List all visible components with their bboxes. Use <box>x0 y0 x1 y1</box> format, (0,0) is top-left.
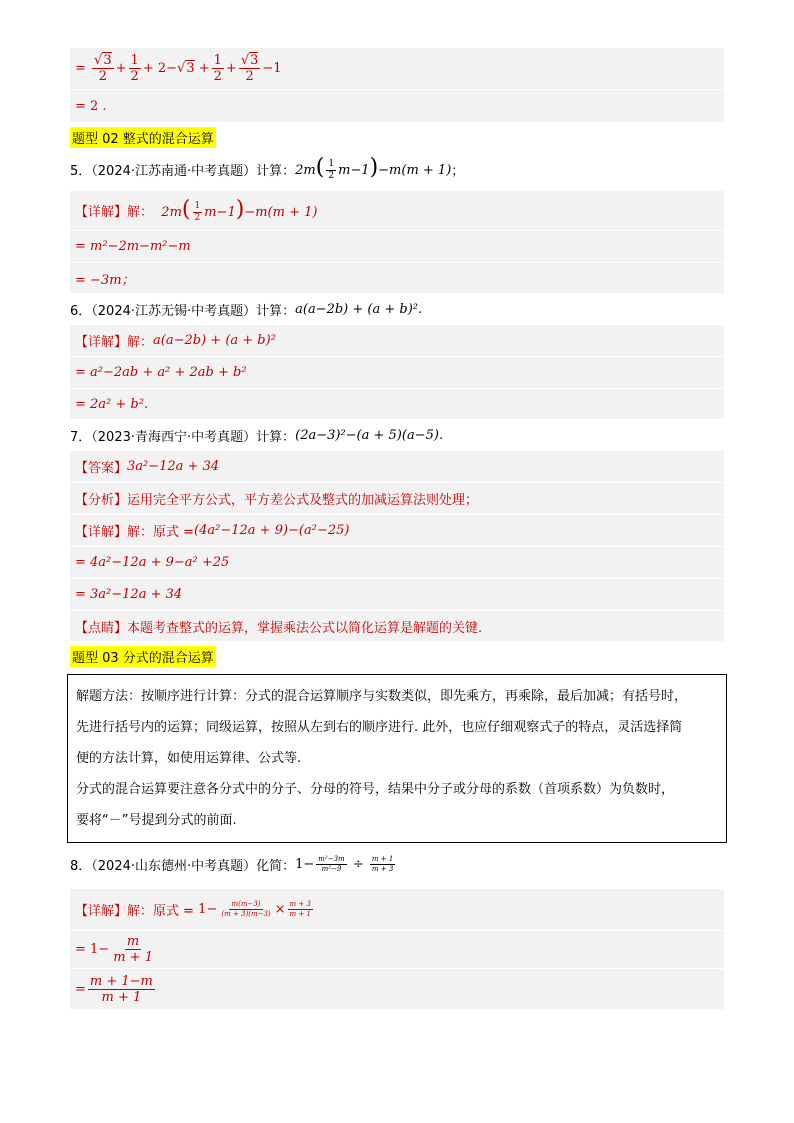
q8-stem-row <box>70 843 724 885</box>
q7-detail-expression: (4a²−12a + 9)−(a²−25) <box>194 523 350 538</box>
q5-stem-row: 5．（2024·江苏南通·中考真题）计算： 2m( $\frac{1}{2}$ m−1)−m(m + 1) ； <box>70 155 465 181</box>
q7-answer-line <box>70 451 724 483</box>
method-p1-line-2: 先进行括号内的运算；同级运算，按照从左到右的顺序进行. 此外，也应仔细观察式子的特点，灵活选择简 <box>76 720 683 735</box>
q7-step-1: = 4a²−12a + 9−a² +25 <box>70 547 724 579</box>
q5-expression: 2m( $\frac{1}{2}$ m−1)−m(m + 1) <box>295 155 452 181</box>
q6-detail-prefix: 解： <box>127 335 154 350</box>
q6-stem: 6．（2024·江苏无锡·中考真题）计算： <box>70 303 296 319</box>
q6-detail-expression: a(a−2b) + (a + b)² <box>153 333 276 348</box>
q7-comment: 本题考查整式的运算，掌握乘法公式以简化运算是解题的关键. <box>127 620 483 636</box>
q8-detail-line <box>70 889 724 931</box>
q6-detail-label: 【详解】 <box>75 335 128 350</box>
page <box>70 48 724 1009</box>
q7-analysis: 运用完全平方公式，平方差公式及整式的加减运算法则处理； <box>127 493 479 508</box>
q5-stem: 5．（2024·江苏南通·中考真题）计算： <box>70 163 296 179</box>
section-03-heading: 题型 03 分式的混合运算 <box>70 646 216 667</box>
q5-solution-block <box>70 191 724 293</box>
q7-analysis-line <box>70 483 724 515</box>
section-02-heading: 题型 02 整式的混合运算 <box>70 127 216 148</box>
q8-step-1: = 1− $\frac{m}{m + 1}$ <box>70 931 724 969</box>
q7-detail-label: 【详解】 <box>75 525 128 540</box>
method-p1-line-1: 解题方法：按顺序进行计算：分式的混合运算顺序与实数类似，即先乘方，再乘除，最后加减；有括号时， <box>76 689 688 704</box>
q5-step-2: = −3m； <box>75 272 135 288</box>
q7-stem-row <box>70 419 724 451</box>
q7-expression: (2a−3)²−(a + 5)(a−5). <box>295 427 444 443</box>
q8-detail-label: 【详解】 <box>75 904 128 919</box>
q7-comment-label: 【点睛】 <box>75 620 128 636</box>
q8-stem: 8．（2024·山东德州·中考真题）化简： <box>70 858 296 874</box>
section-03-heading-row <box>70 646 724 668</box>
q6-step-2: = 2a² + b². <box>75 396 149 412</box>
q7-analysis-label: 【分析】 <box>75 493 128 508</box>
method-p2-line-2: 要将“－”号提到分式的前面. <box>76 813 237 828</box>
method-box <box>67 674 727 843</box>
continuation-block <box>70 48 724 122</box>
q5-detail-expression: 2m( $\frac{1}{2}$ m−1)−m(m + 1) <box>161 196 318 223</box>
q8-step-2: = $\frac{m + 1-m}{m + 1}$ <box>75 973 153 1005</box>
q5-step-1: = m²−2m−m²−m <box>70 231 724 263</box>
q7-detail-line <box>70 515 724 547</box>
q6-solution-block <box>70 325 724 419</box>
q5-detail-label: 【详解】 <box>75 205 128 220</box>
q7-detail-prefix: 解：原式 = <box>127 525 195 540</box>
q5-detail-line <box>70 191 724 231</box>
method-p1-line-3: 便的方法计算，如使用运算律、公式等. <box>76 751 302 766</box>
q6-step-1: = a²−2ab + a² + 2ab + b² <box>70 357 724 389</box>
q7-stem: 7．（2023·青海西宁·中考真题）计算： <box>70 429 296 445</box>
q8-detail-expression: 1− $\frac{m(m-3)}{(m + 3)(m-3)}$ × $\frac{m + 3}{m + 1}$ <box>194 900 311 918</box>
q6-expression: a(a−2b) + (a + b)². <box>295 301 423 317</box>
continuation-line-1: = $\frac{√3}{2}$ + $\frac{1}{2}$ + 2− √3 + $\frac{1}{2}$ + $\frac{√3}{2}$ −1 <box>70 48 724 90</box>
q7-step-2: = 3a²−12a + 34 <box>70 579 724 611</box>
continuation-line-2: = 2 . <box>75 98 107 114</box>
q7-comment-line <box>70 611 724 641</box>
q8-solution-block <box>70 889 724 1009</box>
q6-stem-row <box>70 293 724 325</box>
q8-detail-prefix: 解：原式 = <box>127 904 195 919</box>
q7-answer-label: 【答案】 <box>75 461 128 476</box>
q8-expression: 1− $\frac{\text{m²−3m}}{\text{m²−9}}$ ÷ $\frac{m + 1}{m + 3}$ <box>295 854 394 873</box>
section-02-heading-row <box>70 127 724 149</box>
method-p2-line-1: 分式的混合运算要注意各分式中的分子、分母的符号，结果中分子或分母的系数（首项系数）为负数时， <box>76 782 675 797</box>
q6-detail-line <box>70 325 724 357</box>
q7-solution-block <box>70 451 724 641</box>
q7-answer: 3a²−12a + 34 <box>127 459 220 474</box>
q5-detail-prefix: 解： <box>127 205 154 220</box>
